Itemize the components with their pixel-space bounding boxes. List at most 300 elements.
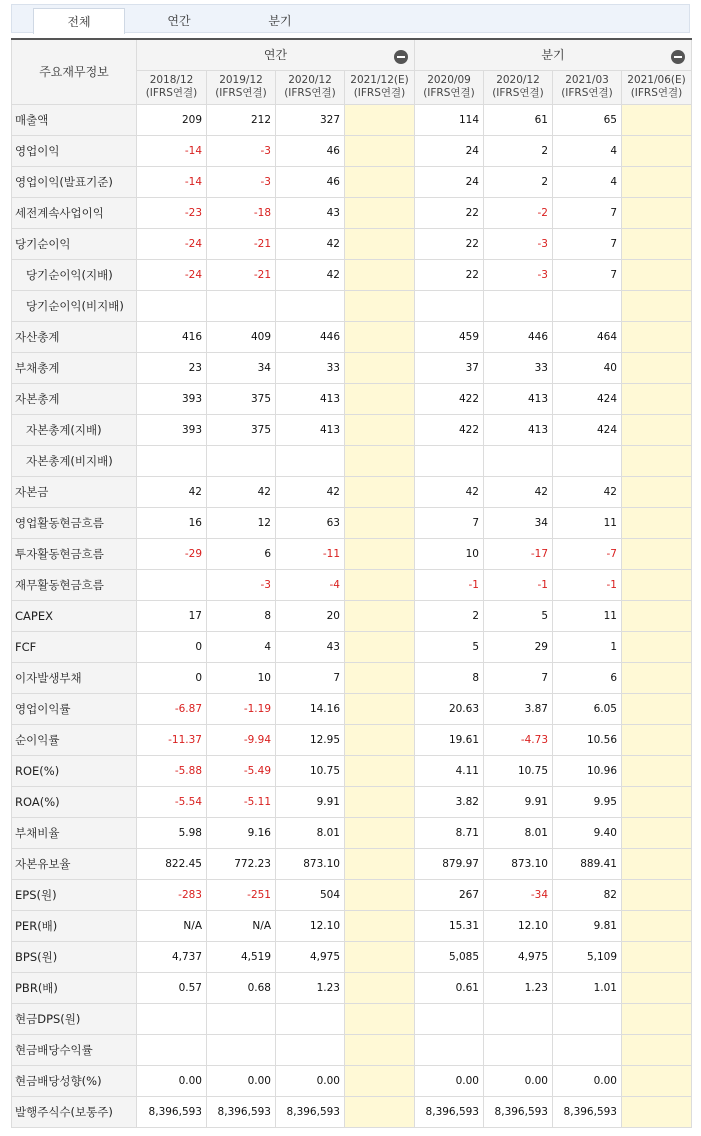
period-header [622, 70, 692, 104]
table-cell: -9.94 [207, 724, 276, 755]
table-cell: 40 [553, 352, 622, 383]
period-header [276, 70, 345, 104]
table-cell: 6 [553, 662, 622, 693]
table-cell: 42 [553, 476, 622, 507]
table-cell [345, 662, 415, 693]
table-row [12, 321, 692, 352]
table-cell [345, 507, 415, 538]
table-row [12, 724, 692, 755]
table-row [12, 910, 692, 941]
table-cell [622, 600, 692, 631]
table-cell: 42 [137, 476, 207, 507]
table-cell: 12 [207, 507, 276, 538]
table-cell: 4.11 [415, 755, 484, 786]
table-cell: 12.95 [276, 724, 345, 755]
row-label: 발행주식수(보통주) [12, 1096, 137, 1127]
period-date: 2020/12 [496, 74, 540, 86]
table-cell: 416 [137, 321, 207, 352]
table-cell [207, 1003, 276, 1034]
table-cell: 24 [415, 166, 484, 197]
table-cell: 0.61 [415, 972, 484, 1003]
table-cell: 1 [553, 631, 622, 662]
period-date: 2021/06(E) [627, 74, 686, 86]
table-cell: 10.75 [276, 755, 345, 786]
table-cell: -5.49 [207, 755, 276, 786]
table-cell: 4 [207, 631, 276, 662]
table-cell: 8.01 [484, 817, 553, 848]
row-label: BPS(원) [12, 941, 137, 972]
table-cell: -23 [137, 197, 207, 228]
table-cell: 43 [276, 197, 345, 228]
table-cell: 11 [553, 507, 622, 538]
table-cell [345, 941, 415, 972]
table-cell [207, 290, 276, 321]
table-row [12, 569, 692, 600]
table-cell [622, 290, 692, 321]
table-cell [622, 972, 692, 1003]
table-row [12, 445, 692, 476]
row-label: ROE(%) [12, 755, 137, 786]
table-cell: 61 [484, 104, 553, 135]
table-cell [345, 972, 415, 1003]
table-cell [137, 1034, 207, 1065]
table-row [12, 693, 692, 724]
table-cell: 11 [553, 600, 622, 631]
table-cell [345, 848, 415, 879]
period-date: 2021/03 [565, 74, 609, 86]
table-cell: -5.88 [137, 755, 207, 786]
table-cell: 5.98 [137, 817, 207, 848]
table-cell: 9.91 [484, 786, 553, 817]
table-cell: 4,975 [484, 941, 553, 972]
table-cell [345, 135, 415, 166]
table-cell: 873.10 [276, 848, 345, 879]
table-cell: -11.37 [137, 724, 207, 755]
table-cell: 5 [484, 600, 553, 631]
table-cell [622, 383, 692, 414]
table-cell [137, 569, 207, 600]
table-cell [484, 445, 553, 476]
row-label: 자본총계(지배) [12, 414, 137, 445]
table-cell: 42 [484, 476, 553, 507]
table-row [12, 755, 692, 786]
table-cell: 22 [415, 197, 484, 228]
table-cell [345, 817, 415, 848]
table-cell: 212 [207, 104, 276, 135]
table-cell: 10.96 [553, 755, 622, 786]
table-cell: 424 [553, 383, 622, 414]
table-cell: -7 [553, 538, 622, 569]
table-cell: 413 [484, 383, 553, 414]
table-cell: 6 [207, 538, 276, 569]
table-cell: -4 [276, 569, 345, 600]
table-cell: 63 [276, 507, 345, 538]
table-cell: -24 [137, 228, 207, 259]
row-label: 현금배당성향(%) [12, 1065, 137, 1096]
table-cell: 413 [276, 414, 345, 445]
table-cell: 8,396,593 [276, 1096, 345, 1127]
table-cell: 33 [276, 352, 345, 383]
period-basis: (IFRS연결) [492, 87, 544, 99]
row-label: 당기순이익(비지배) [12, 290, 137, 321]
table-cell [553, 1003, 622, 1034]
table-cell: 1.23 [276, 972, 345, 1003]
table-cell: 114 [415, 104, 484, 135]
table-cell: 8 [415, 662, 484, 693]
table-cell: 0.00 [484, 1065, 553, 1096]
table-cell: N/A [137, 910, 207, 941]
period-basis: (IFRS연결) [145, 87, 198, 99]
period-header [484, 70, 553, 104]
table-cell: 2 [484, 135, 553, 166]
table-cell: 12.10 [484, 910, 553, 941]
table-cell: 46 [276, 135, 345, 166]
row-label: 현금DPS(원) [12, 1003, 137, 1034]
table-cell [345, 910, 415, 941]
table-cell: -3 [207, 135, 276, 166]
row-label: FCF [12, 631, 137, 662]
table-cell: N/A [207, 910, 276, 941]
table-cell: 42 [276, 228, 345, 259]
table-cell: -21 [207, 259, 276, 290]
table-cell [622, 724, 692, 755]
footnote [352, 1126, 692, 1136]
table-cell: 23 [137, 352, 207, 383]
table-cell: 4,519 [207, 941, 276, 972]
period-basis: (IFRS연결) [284, 87, 336, 99]
table-cell: 24 [415, 135, 484, 166]
row-label: 세전계속사업이익 [12, 197, 137, 228]
row-label: 영업이익률 [12, 693, 137, 724]
table-cell [345, 724, 415, 755]
table-cell: 879.97 [415, 848, 484, 879]
period-date: 2021/12(E) [350, 74, 409, 86]
table-row [12, 600, 692, 631]
table-cell [276, 290, 345, 321]
row-label: 자본총계 [12, 383, 137, 414]
table-row [12, 290, 692, 321]
table-cell [622, 135, 692, 166]
period-date: 2019/12 [219, 74, 263, 86]
table-cell [345, 197, 415, 228]
table-cell: 8.01 [276, 817, 345, 848]
table-cell: 9.16 [207, 817, 276, 848]
row-label: 부채비율 [12, 817, 137, 848]
table-cell [622, 352, 692, 383]
table-cell [622, 755, 692, 786]
table-cell: 10 [415, 538, 484, 569]
table-cell: 0.68 [207, 972, 276, 1003]
table-cell: 0.00 [276, 1065, 345, 1096]
table-cell: 375 [207, 414, 276, 445]
period-basis: (IFRS연결) [423, 87, 475, 99]
period-header [345, 70, 415, 104]
table-cell: 5,109 [553, 941, 622, 972]
table-cell: 4 [553, 166, 622, 197]
table-row [12, 662, 692, 693]
table-cell: 7 [553, 228, 622, 259]
table-cell: 772.23 [207, 848, 276, 879]
table-row [12, 817, 692, 848]
table-cell [622, 166, 692, 197]
table-cell [345, 228, 415, 259]
table-cell [622, 197, 692, 228]
row-label: PER(배) [12, 910, 137, 941]
row-label: 현금배당수익률 [12, 1034, 137, 1065]
table-cell: -6.87 [137, 693, 207, 724]
table-cell [345, 414, 415, 445]
table-cell [345, 290, 415, 321]
table-cell: 446 [484, 321, 553, 352]
tab-annual[interactable]: 연간 [167, 14, 191, 28]
table-cell: 459 [415, 321, 484, 352]
period-date: 2018/12 [149, 74, 194, 86]
table-cell: 14.16 [276, 693, 345, 724]
period-header [553, 70, 622, 104]
period-basis: (IFRS연결) [353, 87, 406, 99]
table-cell [622, 786, 692, 817]
table-cell [345, 104, 415, 135]
table-cell: 4 [553, 135, 622, 166]
table-cell: 2 [415, 600, 484, 631]
table-cell [622, 631, 692, 662]
table-cell [345, 259, 415, 290]
table-cell [622, 414, 692, 445]
table-cell: 5 [415, 631, 484, 662]
table-cell [345, 600, 415, 631]
table-row [12, 1065, 692, 1096]
table-cell: 1.01 [553, 972, 622, 1003]
table-cell: 9.81 [553, 910, 622, 941]
table-cell: 0.57 [137, 972, 207, 1003]
row-label: 매출액 [12, 104, 137, 135]
table-cell [345, 445, 415, 476]
row-label: EPS(원) [12, 879, 137, 910]
table-cell: 424 [553, 414, 622, 445]
table-cell: 7 [553, 197, 622, 228]
table-cell: 22 [415, 228, 484, 259]
table-row [12, 383, 692, 414]
collapse-annual-icon[interactable] [394, 50, 408, 64]
table-row [12, 228, 692, 259]
row-label: 영업이익 [12, 135, 137, 166]
table-cell [484, 1003, 553, 1034]
table-cell [622, 879, 692, 910]
table-cell: 0 [137, 631, 207, 662]
row-label: 자본총계(비지배) [12, 445, 137, 476]
table-cell: 3.87 [484, 693, 553, 724]
table-cell: 889.41 [553, 848, 622, 879]
row-label: 당기순이익(지배) [12, 259, 137, 290]
row-label: 이자발생부채 [12, 662, 137, 693]
table-cell: 82 [553, 879, 622, 910]
table-cell: 0.00 [207, 1065, 276, 1096]
table-cell: -18 [207, 197, 276, 228]
table-row [12, 631, 692, 662]
table-cell: 0.00 [415, 1065, 484, 1096]
table-cell: 46 [276, 166, 345, 197]
table-cell: 873.10 [484, 848, 553, 879]
annual-group-label: 연간 [263, 48, 288, 63]
tab-quarter[interactable]: 분기 [268, 14, 292, 28]
table-cell: 8.71 [415, 817, 484, 848]
table-cell: 42 [276, 259, 345, 290]
table-cell [622, 104, 692, 135]
table-row [12, 972, 692, 1003]
table-cell: 9.91 [276, 786, 345, 817]
period-basis: (IFRS연결) [561, 87, 613, 99]
annual-group-header [137, 39, 415, 70]
table-cell [622, 848, 692, 879]
table-cell: -1 [415, 569, 484, 600]
table-cell [137, 290, 207, 321]
table-cell [207, 445, 276, 476]
table-cell: 10.75 [484, 755, 553, 786]
table-cell: 10.56 [553, 724, 622, 755]
table-cell [345, 879, 415, 910]
table-cell: 504 [276, 879, 345, 910]
table-cell: 65 [553, 104, 622, 135]
table-cell: 3.82 [415, 786, 484, 817]
table-cell: 8,396,593 [553, 1096, 622, 1127]
table-cell [415, 1034, 484, 1065]
table-cell: 7 [484, 662, 553, 693]
table-cell: 15.31 [415, 910, 484, 941]
table-cell [276, 1003, 345, 1034]
table-cell [622, 693, 692, 724]
table-cell [345, 1096, 415, 1127]
period-date: 2020/12 [288, 74, 332, 86]
table-cell: 42 [207, 476, 276, 507]
table-cell: -24 [137, 259, 207, 290]
period-date: 2020/09 [427, 74, 471, 86]
table-cell: 16 [137, 507, 207, 538]
table-cell: 393 [137, 383, 207, 414]
table-row [12, 941, 692, 972]
table-cell: 446 [276, 321, 345, 352]
table-cell: -3 [484, 259, 553, 290]
table-cell [622, 507, 692, 538]
table-cell: 209 [137, 104, 207, 135]
table-cell: -1 [553, 569, 622, 600]
table-cell: 422 [415, 383, 484, 414]
table-row [12, 476, 692, 507]
table-row [12, 879, 692, 910]
table-cell: 7 [415, 507, 484, 538]
table-cell [207, 1034, 276, 1065]
table-cell: 375 [207, 383, 276, 414]
table-cell [415, 290, 484, 321]
table-cell: -2 [484, 197, 553, 228]
table-row [12, 1034, 692, 1065]
collapse-quarter-icon[interactable] [671, 50, 685, 64]
table-cell: 4,975 [276, 941, 345, 972]
table-cell [622, 259, 692, 290]
table-cell: 5,085 [415, 941, 484, 972]
period-tab-bar [11, 4, 690, 33]
table-row [12, 848, 692, 879]
table-cell [622, 228, 692, 259]
table-cell: -21 [207, 228, 276, 259]
table-cell [622, 1096, 692, 1127]
table-row [12, 166, 692, 197]
table-cell [622, 662, 692, 693]
table-cell [415, 1003, 484, 1034]
table-cell: 20 [276, 600, 345, 631]
table-cell: 20.63 [415, 693, 484, 724]
table-cell: 29 [484, 631, 553, 662]
table-cell: 19.61 [415, 724, 484, 755]
table-cell: 37 [415, 352, 484, 383]
table-cell: 34 [207, 352, 276, 383]
table-cell: -251 [207, 879, 276, 910]
table-cell: 42 [276, 476, 345, 507]
table-row [12, 1096, 692, 1127]
table-cell: 34 [484, 507, 553, 538]
table-cell: 267 [415, 879, 484, 910]
quarter-group-label: 분기 [541, 48, 565, 63]
table-row [12, 507, 692, 538]
table-cell [622, 321, 692, 352]
table-cell [345, 569, 415, 600]
table-cell: 9.40 [553, 817, 622, 848]
table-cell [622, 1034, 692, 1065]
table-cell: 464 [553, 321, 622, 352]
table-cell: 17 [137, 600, 207, 631]
table-cell: 8,396,593 [415, 1096, 484, 1127]
table-cell: 42 [415, 476, 484, 507]
table-cell [484, 1034, 553, 1065]
table-cell [345, 383, 415, 414]
table-cell: 1.23 [484, 972, 553, 1003]
table-cell: -4.73 [484, 724, 553, 755]
table-cell: 0 [137, 662, 207, 693]
table-row [12, 135, 692, 166]
table-cell: 4,737 [137, 941, 207, 972]
table-row [12, 414, 692, 445]
table-row [12, 786, 692, 817]
table-cell: 2 [484, 166, 553, 197]
table-cell: 0.00 [553, 1065, 622, 1096]
table-row [12, 104, 692, 135]
table-cell [553, 445, 622, 476]
table-cell: 0.00 [137, 1065, 207, 1096]
table-cell: 10 [207, 662, 276, 693]
row-label: 영업이익(발표기준) [12, 166, 137, 197]
table-cell: -14 [137, 135, 207, 166]
table-cell [345, 352, 415, 383]
table-cell [137, 445, 207, 476]
table-cell: 822.45 [137, 848, 207, 879]
table-cell [276, 445, 345, 476]
table-cell [553, 290, 622, 321]
row-label: 자본유보율 [12, 848, 137, 879]
table-cell [622, 445, 692, 476]
table-cell [137, 1003, 207, 1034]
table-cell: -11 [276, 538, 345, 569]
table-cell: -3 [484, 228, 553, 259]
table-cell: -1.19 [207, 693, 276, 724]
table-cell: 409 [207, 321, 276, 352]
table-cell [622, 569, 692, 600]
table-cell: 33 [484, 352, 553, 383]
table-cell: 8,396,593 [137, 1096, 207, 1127]
table-cell [345, 631, 415, 662]
table-cell [622, 1003, 692, 1034]
table-cell: -29 [137, 538, 207, 569]
tab-all[interactable]: 전체 [33, 8, 125, 34]
table-cell [276, 1034, 345, 1065]
